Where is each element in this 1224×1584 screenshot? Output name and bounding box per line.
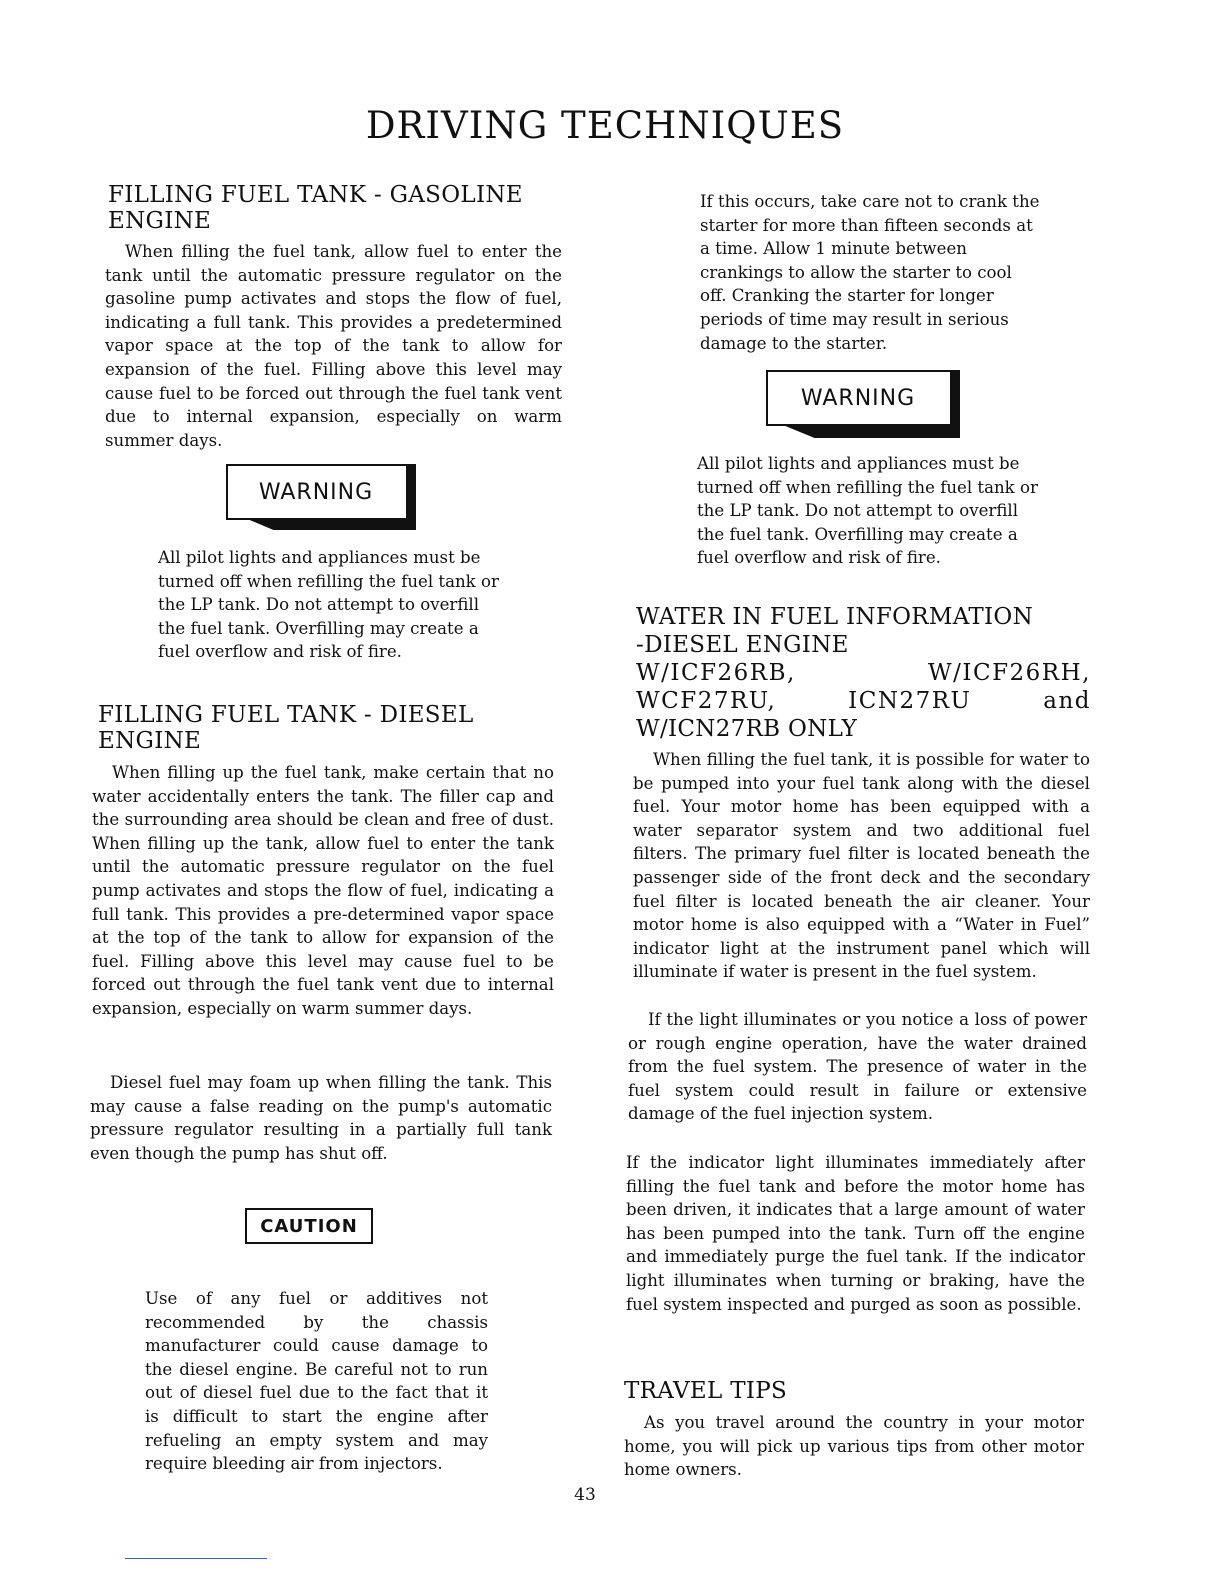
diesel-body-2: Diesel fuel may foam up when filling the tank. This may cause a false reading on the pump's automatic pressure regulator resulting in a partially full tank even though the pump has shut off. — [90, 1073, 552, 1163]
footer-rule — [125, 1558, 267, 1559]
water-heading-line-1: WATER IN FUEL INFORMATION — [636, 604, 1033, 630]
water-heading-line-4: WCF27RU, ICN27RU and — [636, 688, 1091, 714]
warning-text-left: All pilot lights and appliances must be turned off when refilling the fuel tank or the LP tank. Do not attempt to overfill the fuel tank. Overfilling may create a fuel overflow and risk of fire. — [158, 548, 499, 662]
travel-tips-heading: TRAVEL TIPS — [624, 1378, 788, 1404]
warning-label-left: WARNING — [258, 479, 374, 505]
page-number: 43 — [574, 1485, 596, 1505]
caution-text: Use of any fuel or additives not recommended by the chassis manufacturer could cause damage to the diesel engine. Be careful not to run out of diesel fuel due to the fact that it is difficult to start the engine after refueling an empty system and may require bleeding air from injectors. — [145, 1289, 488, 1474]
diesel-heading: FILLING FUEL TANK - DIESEL ENGINE — [98, 702, 474, 754]
gasoline-heading: FILLING FUEL TANK - GASOLINE ENGINE — [108, 182, 523, 234]
caution-box — [245, 1208, 373, 1244]
warning-text-right: All pilot lights and appliances must be turned off when refilling the fuel tank or the LP tank. Do not attempt to overfill the fuel tank. Overfilling may create a fuel overflow and risk of fire. — [697, 454, 1038, 568]
diesel-body-1: When filling up the fuel tank, make certain that no water accidentally enters the tank. The filler cap and the surrounding area should be clean and free of dust. When filling up the tank, allow fuel to enter the tank until the automatic pressure regulator on the fuel pump activates and stops the flow of fuel, indicating a full tank. This provides a pre-determined vapor space at the top of the tank to allow for expansion of the fuel. Filling above this level may cause fuel to be forced out through the fuel tank vent due to internal expansion, especially on warm summer days. — [92, 763, 554, 1018]
water-body-3: If the indicator light illuminates immediately after filling the fuel tank and before the motor home has been driven, it indicates that a large amount of water has been pumped into the tank. Turn off the engine and immediately purge the fuel tank. If the indicator light illuminates when turning or braking, have the fuel system inspected and purged as soon as possible. — [626, 1153, 1085, 1314]
warning-box-left — [226, 464, 416, 520]
gasoline-body: When filling the fuel tank, allow fuel to enter the tank until the automatic pressure regulator on the gasoline pump activates and stops the flow of fuel, indicating a full tank. This provides a predetermined vapor space at the top of the tank to allow for expansion of the fuel. Filling above this level may cause fuel to be forced out through the fuel tank vent due to internal expansion, especially on warm summer days. — [105, 242, 562, 450]
water-body-1: When filling the fuel tank, it is possible for water to be pumped into your fuel tank along with the diesel fuel. Your motor home has been equipped with a water separator system and two additional fuel filters. The primary fuel filter is located beneath the passenger side of the front deck and the secondary fuel filter is located beneath the air cleaner. Your motor home is also equipped with a “Water in Fuel” indicator light at the instrument panel which will illuminate if water is present in the fuel system. — [633, 750, 1090, 982]
continued-text: If this occurs, take care not to crank the starter for more than fifteen seconds at a time. Allow 1 minute between crankings to allow the starter to cool off. Cranking the starter for longer periods of time may result in serious damage to the starter. — [700, 192, 1040, 353]
warning-box-right — [766, 370, 960, 426]
water-heading-line-5: W/ICN27RB ONLY — [636, 716, 858, 742]
warning-label-right: WARNING — [800, 385, 916, 411]
water-heading-line-2: -DIESEL ENGINE — [636, 632, 849, 658]
water-body-2: If the light illuminates or you notice a loss of power or rough engine operation, have the water drained from the fuel system. The presence of water in the fuel system could result in failure or extensive damage of the fuel injection system. — [628, 1010, 1087, 1124]
page-title: DRIVING TECHNIQUES — [365, 104, 845, 147]
travel-tips-body: As you travel around the country in your motor home, you will pick up various tips from other motor home owners. — [624, 1413, 1084, 1480]
caution-label: CAUTION — [260, 1215, 358, 1237]
water-heading-line-3: W/ICF26RB, W/ICF26RH, — [636, 660, 1091, 686]
